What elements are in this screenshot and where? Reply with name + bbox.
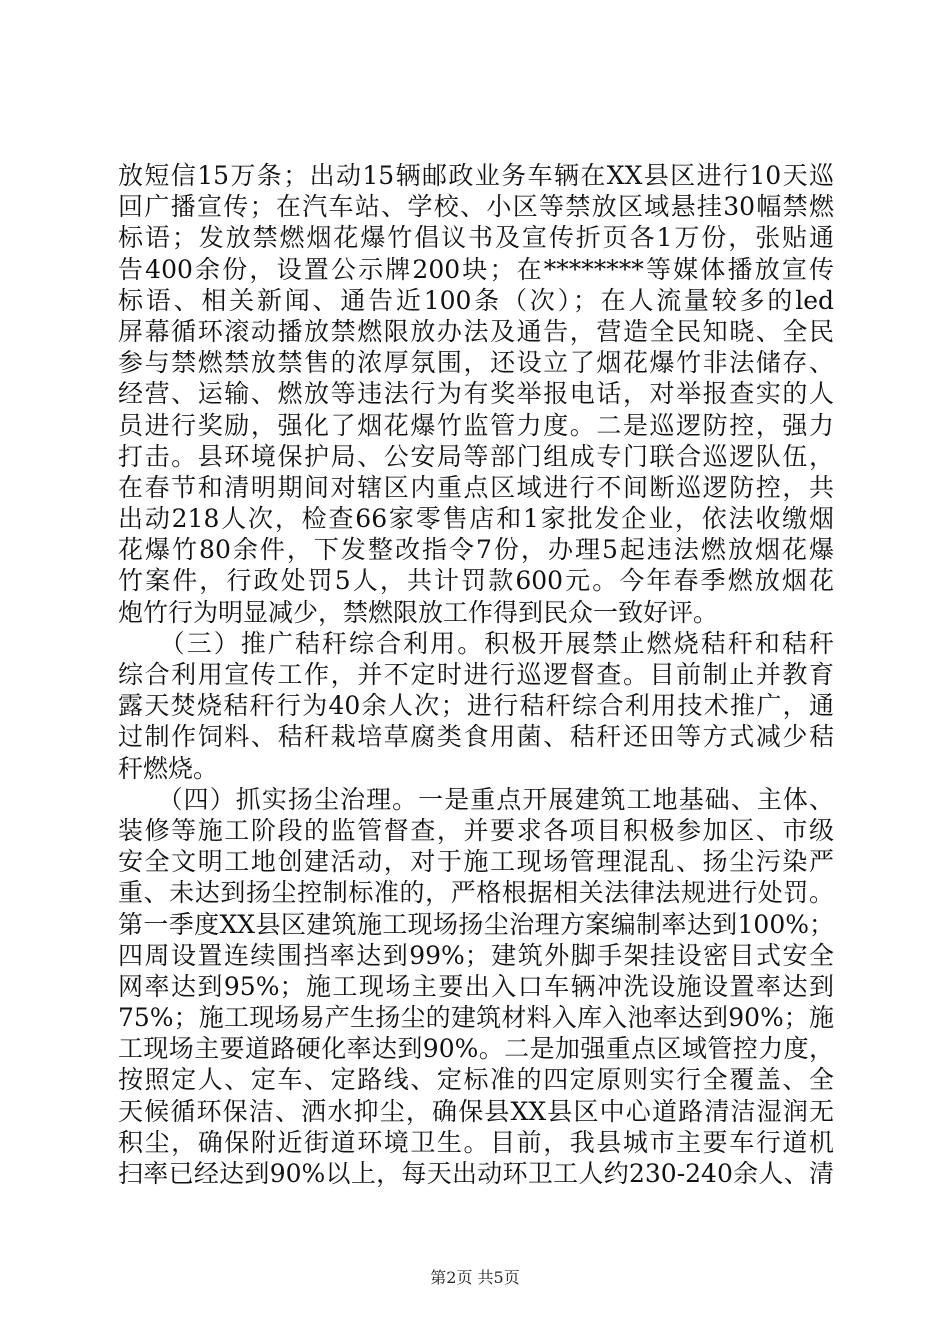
text-line: 第一季度XX县区建筑施工现场扬尘治理方案编制率达到100%； [118,909,834,939]
text-line: 标语、相关新闻、通告近100条（次）；在人流量较多的led [118,285,834,315]
text-line: 网率达到95%；施工现场主要出入口车辆冲洗设施设置率达到 [118,971,834,1001]
text-line: 竹案件，行政处罚5人，共计罚款600元。今年春季燃放烟花 [118,566,834,596]
text-line: 参与禁燃禁放禁售的浓厚氛围，还设立了烟花爆竹非法储存、 [118,348,834,378]
text-line: 扫率已经达到90%以上，每天出动环卫工人约230-240余人、清 [118,1159,834,1188]
text-line: 秆燃烧。 [118,753,219,783]
text-line: 打击。县环境保护局、公安局等部门组成专门联合巡逻队伍， [118,441,834,471]
text-line: 安全文明工地创建活动，对于施工现场管理混乱、扬尘污染严 [118,847,834,877]
text-line: 放短信15万条；出动15辆邮政业务车辆在XX县区进行10天巡 [118,161,834,190]
text-line: 员进行奖励，强化了烟花爆竹监管力度。二是巡逻防控，强力 [118,410,834,440]
text-line: 工现场主要道路硬化率达到90%。二是加强重点区域管控力度， [118,1034,834,1064]
text-line: 重、未达到扬尘控制标准的，严格根据相关法律法规进行处罚。 [118,878,834,908]
text-line: 露天焚烧秸秆行为40余人次；进行秸秆综合利用技术推广，通 [118,691,834,721]
text-line: 75%；施工现场易产生扬尘的建筑材料入库入池率达到90%；施 [118,1003,834,1033]
text-line: 装修等施工阶段的监管督查，并要求各项目积极参加区、市级 [118,815,834,845]
body-text [118,160,834,1189]
text-line: 告400余份，设置公示牌200块；在********等媒体播放宣传 [118,254,834,284]
text-line: 花爆竹80余件，下发整改指令7份，办理5起违法燃放烟花爆 [118,535,834,565]
page-footer: 第2页 共5页 [430,1268,520,1287]
text-line: 过制作饲料、秸秆栽培草腐类食用菌、秸秆还田等方式减少秸 [118,722,834,752]
text-line: 在春节和清明期间对辖区内重点区域进行不间断巡逻防控，共 [118,472,834,502]
text-line: 四周设置连续围挡率达到99%；建筑外脚手架挂设密目式安全 [118,940,834,970]
text-line: 按照定人、定车、定路线、定标准的四定原则实行全覆盖、全 [118,1065,834,1095]
text-line: 出动218人次，检查66家零售店和1家批发企业，依法收缴烟 [118,504,834,534]
text-line: 标语；发放禁燃烟花爆竹倡议书及宣传折页各1万份，张贴通 [118,223,834,253]
text-line: 炮竹行为明显减少，禁燃限放工作得到民众一致好评。 [118,597,719,627]
text-line: （四）抓实扬尘治理。一是重点开展建筑工地基础、主体、 [118,784,834,814]
text-line: 经营、运输、燃放等违法行为有奖举报电话，对举报查实的人 [118,379,834,409]
text-line: 积尘，确保附近街道环境卫生。目前，我县城市主要车行道机 [118,1127,834,1157]
text-line: 综合利用宣传工作，并不定时进行巡逻督查。目前制止并教育 [118,660,834,689]
text-line: 天候循环保洁、洒水抑尘，确保县XX县区中心道路清洁湿润无 [118,1096,834,1126]
text-line: 屏幕循环滚动播放禁燃限放办法及通告，营造全民知晓、全民 [118,316,834,346]
text-line: （三）推广秸秆综合利用。积极开展禁止燃烧秸秆和秸秆 [118,628,834,658]
text-line: 回广播宣传；在汽车站、学校、小区等禁放区域悬挂30幅禁燃 [118,192,834,222]
